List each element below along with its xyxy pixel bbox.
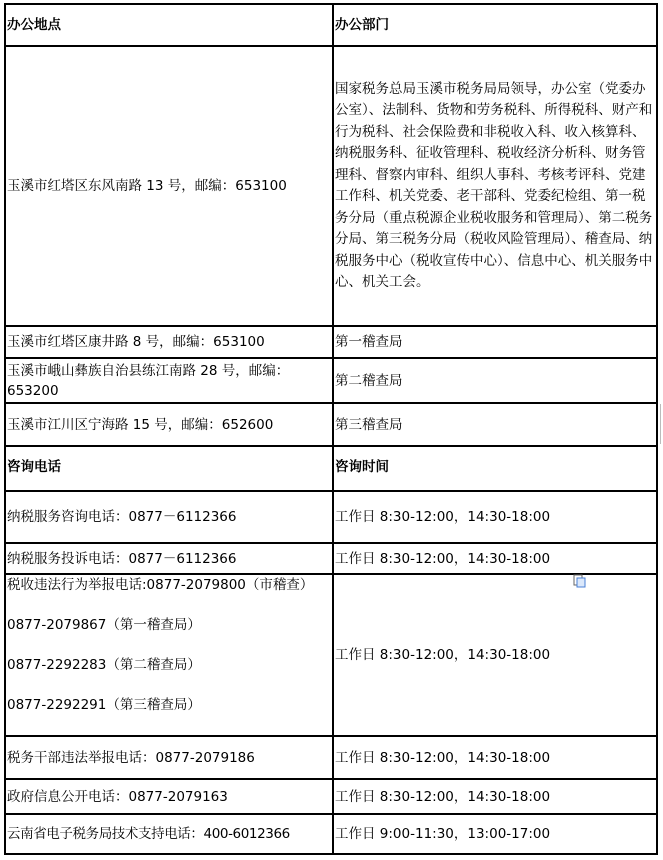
contact-phone: 税务干部违法举报电话：0877-2079186: [5, 736, 333, 779]
table-row: [5, 403, 657, 446]
table-row: [5, 779, 657, 814]
table-row: [5, 574, 657, 736]
table-row: [5, 814, 657, 854]
office-location: 玉溪市江川区宁海路 15 号，邮编：652600: [5, 403, 333, 446]
contact-phone: 纳税服务投诉电话：0877－6112366: [5, 543, 333, 574]
contact-hours: 工作日 8:30-12:00，14:30-18:00: [333, 779, 657, 814]
table-row: [5, 326, 657, 358]
contact-hours: 工作日 8:30-12:00，14:30-18:00: [333, 491, 657, 543]
office-department: 第二稽查局: [333, 358, 657, 403]
contact-phone: 纳税服务咨询电话：0877－6112366: [5, 491, 333, 543]
contact-hours: 工作日 9:00-11:30，13:00-17:00: [333, 814, 657, 854]
report-phone-line: 税收违法行为举报电话:0877-2079800（市稽查）: [7, 577, 314, 593]
office-location: 玉溪市峨山彝族自治县练江南路 28 号，邮编：653200: [5, 358, 333, 403]
contact-hours: 工作日 8:30-12:00，14:30-18:00: [333, 736, 657, 779]
header-department: 办公部门: [333, 4, 657, 46]
contact-phone: 云南省电子税务局技术支持电话：400-6012366: [5, 814, 333, 854]
table-row: [5, 543, 657, 574]
office-department: 国家税务总局玉溪市税务局局领导，办公室（党委办公室）、法制科、货物和劳务税科、所得税科、财产和行为税科、社会保险费和非税收入科、收入核算科、纳税服务科、征收管理科、税收经济分析科、财务管理科、督察内审科、组织人事科、考核考评科、党建工作科、机关党委、老干部科、党委纪检组、第一税务分局（重点税源企业税收服务和管理局）、第二税务分局、第三税务分局（税收风险管理局）、稽查局、纳税服务中心（税收宣传中心）、信息中心、机关服务中心、机关工会。: [333, 46, 657, 326]
report-phone-line: 0877-2079867（第一稽查局）: [7, 617, 201, 633]
table-row: [5, 491, 657, 543]
contact-hours: 工作日 8:30-12:00，14:30-18:00: [333, 543, 657, 574]
report-phone-line: 0877-2292283（第二稽查局）: [7, 657, 201, 673]
office-department: 第一稽查局: [333, 326, 657, 358]
header-hours: 咨询时间: [333, 446, 657, 491]
table-row: [5, 736, 657, 779]
header-location: 办公地点: [5, 4, 333, 46]
contact-hours: 工作日 8:30-12:00，14:30-18:00: [333, 574, 657, 736]
page-edge-divider: [660, 404, 661, 444]
office-location: 玉溪市红塔区康井路 8 号，邮编：653100: [5, 326, 333, 358]
table-row: [5, 358, 657, 403]
header-phone: 咨询电话: [5, 446, 333, 491]
contact-phone: 政府信息公开电话：0877-2079163: [5, 779, 333, 814]
office-contact-table: [4, 3, 658, 855]
contact-phone-multi: [5, 574, 333, 736]
office-location: 玉溪市红塔区东风南路 13 号，邮编：653100: [5, 46, 333, 326]
table-row: [5, 46, 657, 326]
paste-options-icon[interactable]: [573, 574, 587, 588]
report-phone-line: 0877-2292291（第三稽查局）: [7, 697, 201, 713]
office-department: 第三稽查局: [333, 403, 657, 446]
